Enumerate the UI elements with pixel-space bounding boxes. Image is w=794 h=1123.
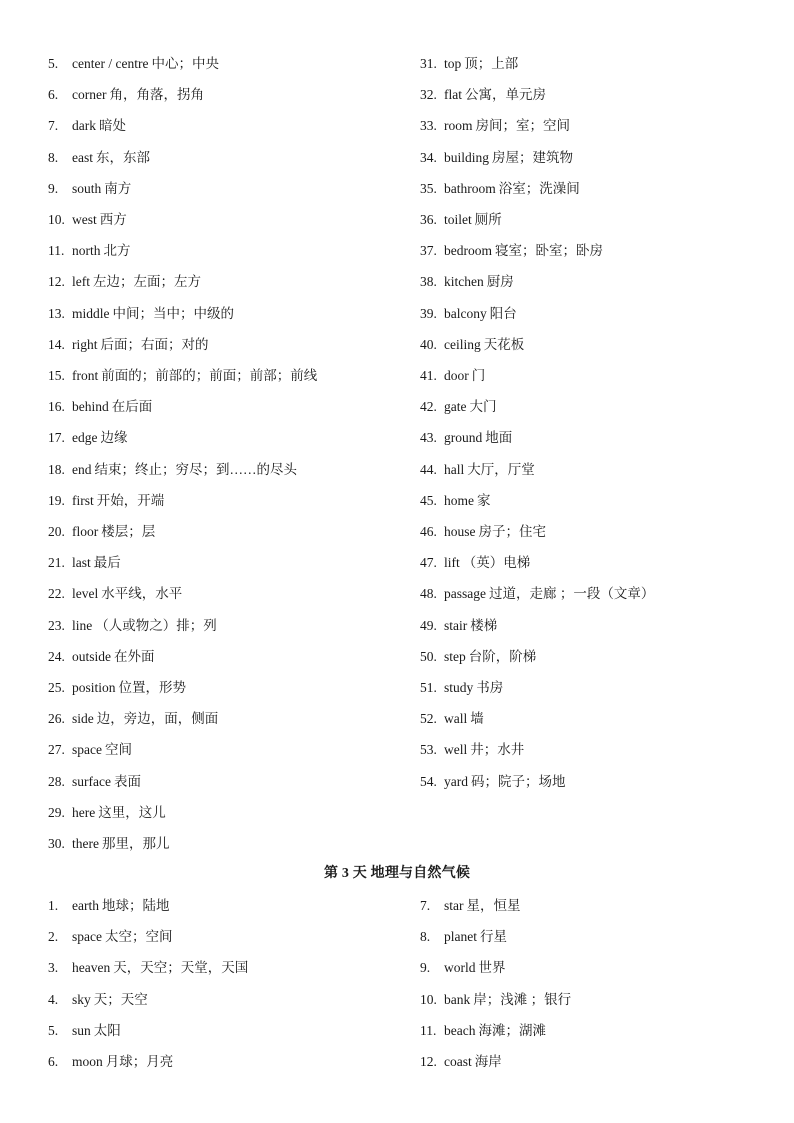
vocab-entry: [48, 148, 150, 168]
entry-meaning: 地球；陆地: [101, 898, 170, 913]
vocab-entry: [48, 1052, 173, 1072]
vocab-entry: [420, 460, 535, 480]
entry-word: surface: [72, 773, 111, 789]
entry-number: 11.: [48, 243, 65, 259]
entry-number: 16.: [48, 399, 65, 415]
entry-word: ceiling: [444, 336, 481, 352]
entry-meaning: 岸；浅滩 ；银行: [473, 991, 572, 1007]
vocab-entry: [48, 584, 182, 604]
entry-number: 43.: [420, 430, 437, 446]
entry-number: 1.: [48, 898, 59, 913]
entry-word: first: [72, 492, 94, 508]
entry-number: 11.: [420, 1022, 437, 1038]
vocab-entry: [48, 304, 234, 324]
entry-number: 9.: [420, 960, 431, 976]
vocab-entry: [420, 896, 521, 916]
entry-meaning: 表面: [113, 773, 141, 789]
entry-word: line: [72, 617, 93, 633]
vocab-entry: [420, 1021, 546, 1041]
entry-meaning: 中间；当中；中级的: [112, 305, 234, 321]
entry-meaning: 房间；室；空间: [475, 118, 570, 134]
vocab-entry: [48, 647, 155, 667]
vocab-entry: [48, 803, 166, 823]
entry-word: coast: [444, 1054, 472, 1069]
vocab-entry: [48, 927, 172, 947]
entry-meaning: 门: [471, 368, 486, 383]
vocab-entry: [420, 241, 603, 261]
vocab-entry: [420, 740, 524, 760]
entry-number: 13.: [48, 305, 65, 321]
entry-meaning: 空间: [104, 742, 132, 758]
entry-word: sky: [72, 991, 91, 1007]
vocab-entry: [48, 428, 127, 448]
vocab-entry: [420, 397, 497, 417]
vocab-entry: [48, 678, 186, 698]
entry-number: 4.: [48, 991, 59, 1007]
entry-meaning: 墙: [470, 711, 484, 727]
entry-word: left: [72, 274, 90, 290]
entry-number: 28.: [48, 773, 65, 789]
entry-meaning: 最后: [93, 555, 121, 571]
entry-number: 47.: [420, 555, 437, 571]
entry-meaning: 这里，这儿: [98, 804, 166, 820]
vocab-entry: [48, 772, 141, 792]
vocab-entry: [420, 335, 524, 355]
entry-word: dark: [72, 118, 96, 134]
entry-number: 17.: [48, 430, 65, 446]
entry-number: 22.: [48, 586, 65, 602]
entry-meaning: 井；水井: [470, 742, 525, 758]
entry-number: 25.: [48, 680, 65, 695]
entry-meaning: 大厅，厅堂: [467, 461, 535, 477]
entry-word: gate: [444, 399, 467, 415]
entry-word: room: [444, 118, 473, 134]
entry-number: 5.: [48, 56, 59, 71]
entry-word: lift: [444, 555, 460, 571]
entry-number: 38.: [420, 274, 437, 290]
vocab-entry: [48, 709, 218, 729]
entry-word: flat: [444, 87, 462, 103]
entry-word: floor: [72, 524, 99, 539]
entry-word: balcony: [444, 305, 487, 321]
vocab-entry: [48, 460, 297, 480]
entry-meaning: 星，恒星: [466, 898, 521, 913]
entry-word: well: [444, 742, 468, 758]
entry-meaning: 天，天空；天堂，天国: [113, 960, 249, 976]
entry-meaning: 码；院子；场地: [471, 773, 566, 789]
entry-word: bank: [444, 991, 471, 1007]
vocab-entry: [48, 958, 248, 978]
entry-number: 6.: [48, 87, 59, 103]
entry-word: middle: [72, 305, 110, 321]
vocab-entry: [420, 54, 518, 74]
entry-word: here: [72, 804, 96, 820]
entry-word: right: [72, 336, 98, 352]
entry-number: 31.: [420, 56, 437, 71]
entry-number: 40.: [420, 336, 437, 352]
vocab-entry: [420, 85, 546, 105]
vocab-entry: [420, 522, 546, 542]
entry-meaning: 天花板: [483, 336, 525, 352]
vocab-entry: [420, 927, 507, 947]
entry-meaning: 书房: [476, 680, 504, 695]
entry-number: 26.: [48, 711, 65, 727]
entry-word: front: [72, 368, 99, 383]
entry-number: 6.: [48, 1054, 59, 1069]
entry-number: 50.: [420, 648, 437, 664]
entry-number: 27.: [48, 742, 65, 758]
entry-number: 35.: [420, 180, 437, 196]
entry-meaning: 公寓，单元房: [465, 87, 546, 103]
vocab-entry: [420, 179, 580, 199]
entry-number: 48.: [420, 586, 437, 602]
vocab-entry: [420, 678, 503, 698]
entry-meaning: 大门: [469, 399, 497, 415]
entry-word: outside: [72, 648, 111, 664]
entry-meaning: 房子；住宅: [478, 524, 546, 539]
entry-number: 5.: [48, 1022, 59, 1038]
entry-meaning: 那里，那儿: [101, 836, 170, 851]
entry-number: 20.: [48, 524, 65, 539]
vocab-entry: [420, 647, 536, 667]
entry-word: step: [444, 648, 466, 664]
entry-word: end: [72, 461, 92, 477]
entry-number: 32.: [420, 87, 437, 103]
entry-meaning: 厕所: [474, 212, 502, 227]
entry-number: 21.: [48, 555, 65, 571]
entry-meaning: 台阶，阶梯: [468, 648, 537, 664]
entry-word: bedroom: [444, 243, 492, 259]
entry-meaning: 行星: [480, 929, 507, 945]
vocab-entry: [420, 148, 573, 168]
entry-meaning: 中心；中央: [151, 56, 219, 71]
entry-number: 23.: [48, 617, 65, 633]
vocab-entry: [48, 54, 219, 74]
entry-word: wall: [444, 711, 468, 727]
entry-word: side: [72, 711, 94, 727]
entry-word: star: [444, 898, 464, 913]
entry-number: 8.: [420, 929, 431, 945]
entry-meaning: 楼梯: [470, 617, 498, 633]
entry-meaning: 浴室；洗澡间: [498, 180, 580, 196]
entry-meaning: 前面的；前部的；前面；前部；前线: [101, 368, 318, 383]
entry-number: 3.: [48, 960, 59, 976]
entry-number: 37.: [420, 243, 437, 259]
entry-meaning: 楼层；层: [101, 524, 156, 539]
entry-meaning: 太空；空间: [104, 929, 173, 945]
vocab-entry: [420, 553, 530, 573]
vocab-entry: [48, 616, 217, 636]
vocab-entry: [420, 304, 517, 324]
vocab-entry: [48, 553, 121, 573]
entry-word: east: [72, 149, 93, 165]
entry-word: center / centre: [72, 56, 149, 71]
entry-word: house: [444, 524, 476, 539]
entry-number: 10.: [48, 212, 65, 227]
entry-number: 10.: [420, 991, 437, 1007]
entry-number: 39.: [420, 305, 437, 321]
entry-meaning: 在外面: [114, 648, 155, 664]
entry-meaning: 北方: [103, 243, 131, 259]
vocab-entry: [48, 116, 126, 136]
vocab-entry: [420, 1052, 502, 1072]
entry-meaning: 家: [477, 492, 491, 508]
vocab-entry: [420, 428, 512, 448]
entry-number: 52.: [420, 711, 437, 727]
entry-meaning: 月球；月亮: [105, 1054, 174, 1069]
entry-word: west: [72, 212, 97, 227]
vocab-entry: [48, 397, 152, 417]
entry-number: 18.: [48, 461, 65, 477]
entry-meaning: 开始，开端: [96, 492, 165, 508]
vocab-entry: [420, 366, 485, 386]
vocab-entry: [420, 772, 566, 792]
entry-number: 54.: [420, 773, 437, 789]
entry-word: planet: [444, 929, 477, 945]
vocab-entry: [48, 241, 131, 261]
vocab-entry: [420, 958, 506, 978]
entry-word: hall: [444, 461, 465, 477]
entry-meaning: 房屋；建筑物: [492, 149, 574, 165]
entry-number: 42.: [420, 399, 437, 415]
entry-word: last: [72, 555, 91, 571]
entry-meaning: 寝室；卧室；卧房: [495, 243, 603, 259]
vocab-entry: [48, 990, 148, 1010]
entry-number: 2.: [48, 929, 59, 945]
entry-number: 9.: [48, 180, 59, 196]
entry-word: level: [72, 586, 99, 602]
vocab-entry: [48, 335, 209, 355]
entry-meaning: 太阳: [93, 1022, 121, 1038]
entry-number: 7.: [48, 118, 59, 134]
entry-number: 44.: [420, 461, 437, 477]
entry-word: there: [72, 836, 99, 851]
entry-word: north: [72, 243, 101, 259]
entry-meaning: 结束；终止；穷尽；到……的尽头: [94, 461, 297, 477]
entry-meaning: 顶；上部: [464, 56, 519, 71]
vocab-entry: [420, 272, 514, 292]
vocab-entry: [420, 584, 654, 604]
entry-meaning: 角，角落，拐角: [109, 87, 204, 103]
vocab-entry: [420, 990, 571, 1010]
entry-meaning: 后面；右面；对的: [100, 336, 209, 352]
section-title: 第 3 天 地理与自然气候: [323, 866, 471, 881]
entry-meaning: 水平线，水平: [101, 586, 183, 602]
entry-word: top: [444, 56, 462, 71]
entry-number: 49.: [420, 617, 437, 633]
entry-number: 24.: [48, 648, 65, 664]
entry-meaning: 在后面: [111, 399, 153, 415]
vocab-entry: [420, 116, 570, 136]
entry-number: 19.: [48, 492, 65, 508]
entry-word: position: [72, 680, 116, 695]
entry-word: beach: [444, 1022, 476, 1038]
entry-meaning: 西方: [99, 212, 127, 227]
vocab-entry: [48, 834, 169, 854]
entry-number: 15.: [48, 368, 65, 383]
entry-word: bathroom: [444, 180, 496, 196]
entry-word: kitchen: [444, 274, 484, 290]
entry-meaning: 地面: [485, 430, 513, 446]
entry-meaning: 左边；左面；左方: [93, 274, 201, 290]
entry-word: moon: [72, 1054, 103, 1069]
entry-number: 53.: [420, 742, 437, 758]
entry-word: passage: [444, 586, 486, 602]
entry-number: 41.: [420, 368, 437, 383]
vocab-entry: [420, 491, 491, 511]
entry-number: 36.: [420, 212, 437, 227]
entry-number: 33.: [420, 118, 437, 134]
entry-number: 12.: [48, 274, 65, 290]
entry-word: space: [72, 742, 102, 758]
entry-word: south: [72, 180, 102, 196]
vocab-entry: [48, 179, 131, 199]
entry-number: 46.: [420, 524, 437, 539]
entry-word: home: [444, 492, 474, 508]
entry-word: world: [444, 960, 476, 976]
entry-number: 7.: [420, 898, 431, 913]
vocab-entry: [48, 272, 201, 292]
entry-word: behind: [72, 399, 109, 415]
entry-meaning: 海滩；湖滩: [478, 1022, 546, 1038]
entry-number: 30.: [48, 836, 65, 851]
entry-word: study: [444, 680, 474, 695]
entry-word: yard: [444, 773, 468, 789]
vocab-entry: [48, 522, 155, 542]
entry-number: 45.: [420, 492, 437, 508]
entry-number: 34.: [420, 149, 437, 165]
entry-word: edge: [72, 430, 98, 446]
entry-number: 12.: [420, 1054, 437, 1069]
entry-word: heaven: [72, 960, 111, 976]
entry-number: 8.: [48, 149, 59, 165]
vocab-entry: [48, 85, 204, 105]
vocab-entry: [48, 366, 317, 386]
vocab-entry: [420, 709, 484, 729]
vocab-entry: [420, 210, 502, 230]
entry-meaning: （人或物之）排；列: [95, 617, 217, 633]
entry-word: space: [72, 929, 102, 945]
entry-meaning: 天；天空: [93, 991, 148, 1007]
entry-meaning: 暗处: [99, 118, 126, 134]
vocab-entry: [48, 1021, 121, 1041]
entry-meaning: 海岸: [474, 1054, 502, 1069]
entry-word: building: [444, 149, 490, 165]
entry-word: stair: [444, 617, 468, 633]
entry-word: earth: [72, 898, 99, 913]
vocab-entry: [48, 740, 132, 760]
entry-meaning: （英）电梯: [462, 555, 531, 571]
entry-meaning: 过道，走廊 ；一段（文章）: [488, 586, 655, 602]
entry-meaning: 位置，形势: [118, 680, 187, 695]
entry-word: toilet: [444, 212, 472, 227]
entry-number: 51.: [420, 680, 437, 695]
entry-word: door: [444, 368, 469, 383]
entry-meaning: 南方: [104, 180, 132, 196]
entry-word: ground: [444, 430, 483, 446]
entry-meaning: 边缘: [100, 430, 128, 446]
entry-meaning: 阳台: [489, 305, 517, 321]
entry-number: 14.: [48, 336, 65, 352]
entry-word: sun: [72, 1022, 91, 1038]
vocab-entry: [48, 210, 127, 230]
entry-meaning: 边，旁边，面，侧面: [96, 711, 219, 727]
entry-meaning: 世界: [478, 960, 506, 976]
entry-word: corner: [72, 87, 107, 103]
vocab-entry: [420, 616, 497, 636]
entry-meaning: 东，东部: [96, 149, 150, 165]
entry-number: 29.: [48, 804, 65, 820]
vocab-entry: [48, 896, 169, 916]
vocab-entry: [48, 491, 164, 511]
entry-meaning: 厨房: [486, 274, 514, 290]
